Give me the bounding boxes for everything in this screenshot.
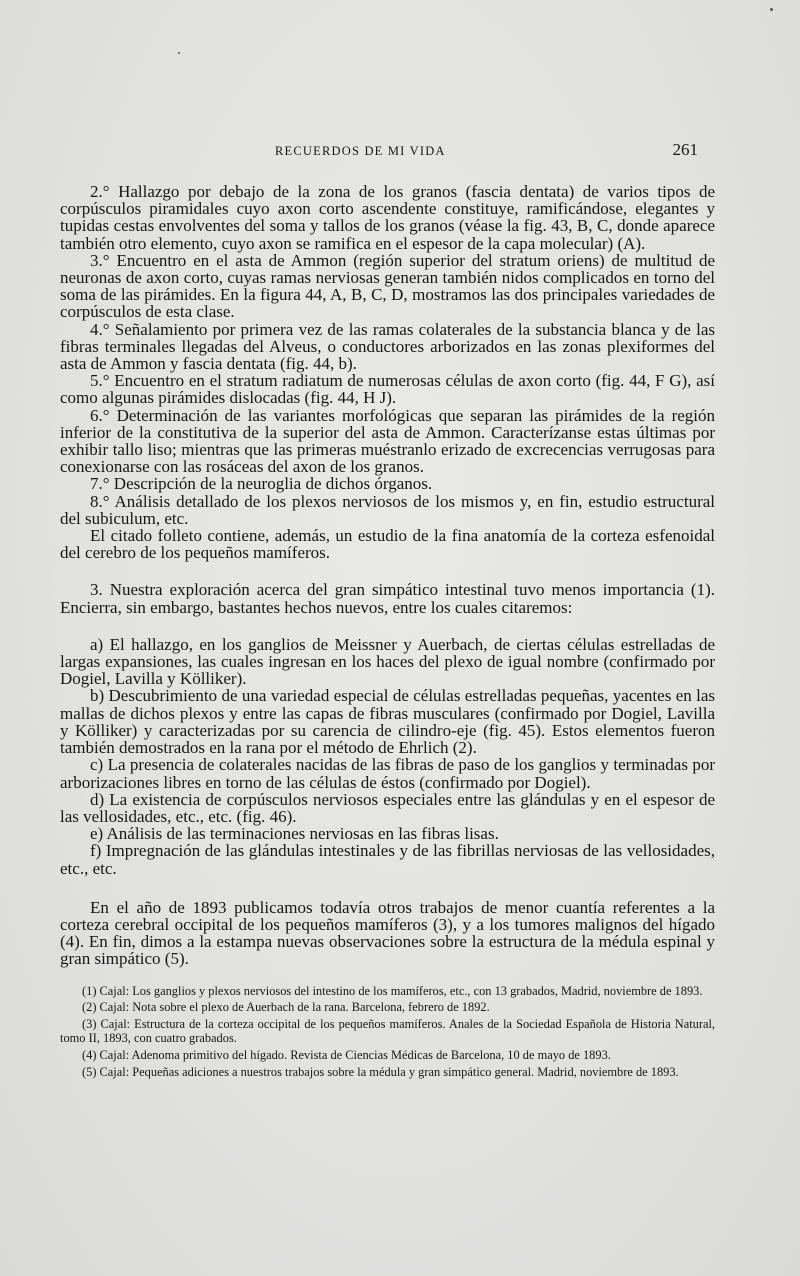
paragraph: 5.° Encuentro en el stratum radiatum de numerosas células de axon corto (fig. 44, F G), así como algunas pirámides dislocadas (fig. 44, H J). <box>60 371 715 408</box>
footnote: (3) Cajal: Estructura de la corteza occipital de los pequeños mamíferos. Anales de la Sociedad Española de Historia Natural, tomo II, 1893, con cuatro grabados. <box>60 1016 715 1046</box>
paragraph: 2.° Hallazgo por debajo de la zona de los granos (fascia dentata) de varios tipos de corpúsculos piramidales cuyo axon corto ascendente constituye, ramificándose, elegantes y tupidas cestas envolventes del soma y tallos de los granos (véase la fig. 43, B, C, donde aparece también otro elemento, cuyo axon se ramifica en el espesor de la capa molecular) (A). <box>60 182 715 253</box>
list-item: f) Impregnación de las glándulas intestinales y de las fibrillas nerviosas de las vellosidades, etc., etc. <box>60 841 715 878</box>
paragraph: El citado folleto contiene, además, un estudio de la fina anatomía de la corteza esfenoidal del cerebro de los pequeños mamíferos. <box>60 526 715 563</box>
paragraph: 8.° Análisis detallado de los plexos nerviosos de los mismos y, en fin, estudio estructural del subiculum, etc. <box>60 491 715 528</box>
page-number: 261 <box>672 140 698 159</box>
footnote: (4) Cajal: Adenoma primitivo del hígado. Revista de Ciencias Médicas de Barcelona, 10 de mayo de 1893. <box>82 1047 611 1062</box>
paragraph: 6.° Determinación de las variantes morfológicas que separan las pirámides de la región inferior de la constitutiva de la superior del asta de Ammon. Caracterízanse estas últimas por exhibir tallo liso; mientras que las primeras muéstranlo erizado de excrecencias verrugosas para conexionarse con las rosáceas del axon de los granos. <box>60 405 715 477</box>
footnote: (1) Cajal: Los ganglios y plexos nerviosos del intestino de los mamíferos, etc., con 13 grabados, Madrid, noviembre de 1893. <box>82 983 703 998</box>
ink-speck <box>178 52 180 54</box>
list-item: e) Análisis de las terminaciones nerviosas en las fibras lisas. <box>90 824 499 844</box>
footnote: (5) Cajal: Pequeñas adiciones a nuestros trabajos sobre la médula y gran simpático general. Madrid, noviembre de 1893. <box>82 1064 679 1079</box>
page-header <box>60 140 720 164</box>
paragraph: 4.° Señalamiento por primera vez de las ramas colaterales de la substancia blanca y de las fibras terminales llegadas del Alveus, o conductores arborizados en las zonas plexiformes del asta de Ammon y fascia dentata (fig. 44, b). <box>60 319 715 374</box>
section-gap <box>60 616 715 636</box>
list-item: b) Descubrimiento de una variedad especial de células estrelladas pequeñas, yacentes en las mallas de dichos plexos y entre las capas de fibras musculares (confirmado por Dogiel, Lavilla y Kölliker) y caracterizadas por su carencia de cilindro-eje (fig. 45). Estos elementos fueron también demostrados en la rana por el método de Ehrlich (2). <box>60 686 715 758</box>
paragraph: 3.° Encuentro en el asta de Ammon (región superior del stratum oriens) de multitud de neuronas de axon corto, cuyas ramas nerviosas generan también nidos complicados en torno del soma de las pirámides. En la figura 44, A, B, C, D, mostramos las dos principales variedades de corpúsculos de esta clase. <box>60 250 715 322</box>
body-text <box>60 183 715 1081</box>
list-item: c) La presencia de colaterales nacidas de las fibras de paso de los ganglios y terminadas por arborizaciones libres en torno de las células de éstos (confirmado por Dogiel). <box>60 755 715 792</box>
ink-speck <box>770 8 773 11</box>
paragraph: En el año de 1893 publicamos todavía otros trabajos de menor cuantía referentes a la corteza cerebral occipital de los pequeños mamíferos (3), y a los tumores malignos del hígado (4). En fin, dimos a la estampa nuevas observaciones sobre la estructura de la médula espinal y gran simpático (5). <box>60 897 715 969</box>
footnote: (2) Cajal: Nota sobre el plexo de Auerbach de la rana. Barcelona, febrero de 1892. <box>82 1000 490 1015</box>
footnotes <box>60 984 715 1080</box>
running-title: RECUERDOS DE MI VIDA <box>275 144 446 158</box>
section-gap <box>60 561 715 581</box>
paragraph: 3. Nuestra exploración acerca del gran simpático intestinal tuvo menos importancia (1). Encierra, sin embargo, bastantes hechos nuevos, entre los cuales citaremos: <box>60 580 715 617</box>
list-item: d) La existencia de corpúsculos nerviosos especiales entre las glándulas y en el espesor de las vellosidades, etc., etc. (fig. 46). <box>60 789 715 826</box>
section-gap <box>60 877 715 899</box>
paragraph: 7.° Descripción de la neuroglia de dichos órganos. <box>90 474 433 494</box>
list-item: a) El hallazgo, en los ganglios de Meissner y Auerbach, de ciertas células estrelladas de largas expansiones, las cuales ingresan en los haces del plexo de igual nombre (confirmado por Dogiel, Lavilla y Kölliker). <box>60 634 715 689</box>
